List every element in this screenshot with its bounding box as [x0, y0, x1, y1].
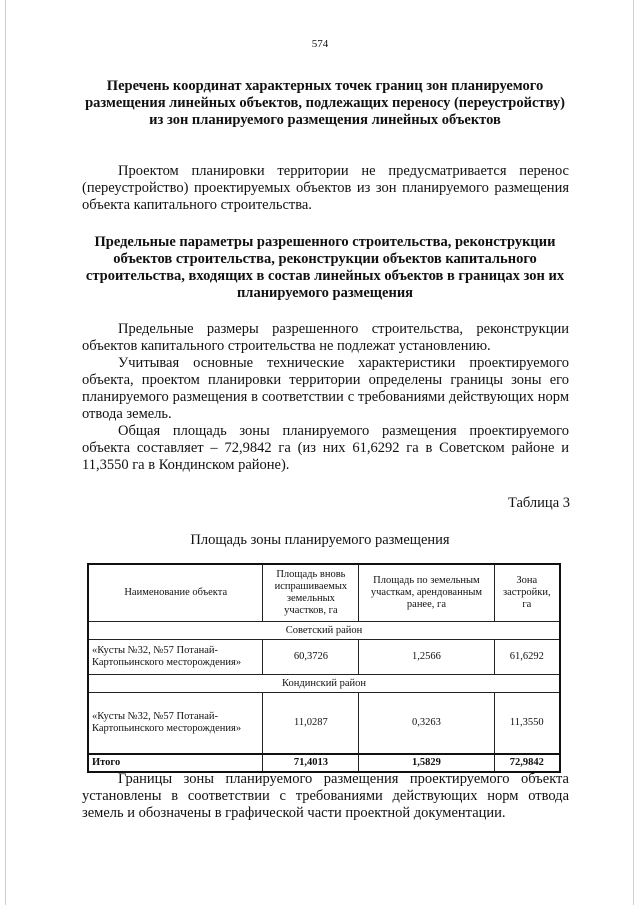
cell-leased-area: 0,3263 [359, 693, 494, 755]
table-row [88, 693, 560, 755]
page-number: 574 [311, 38, 329, 50]
cell-new-area: 60,3726 [263, 640, 359, 675]
cell-total-build-zone: 72,9842 [494, 754, 560, 772]
paragraph-total-area: Общая площадь зоны планируемого размещения проектируемого объекта составляет – 72,9842 га (из них 61,6292 га в Советском районе и 11,3550 га в Кондинском районе). [82, 423, 569, 473]
cell-total-label: Итого [88, 754, 263, 772]
table-caption: Таблица 3 [507, 495, 570, 511]
paragraph-boundaries: Границы зоны планируемого размещения проектируемого объекта установлены в соответствии с требованиями действующих норм отвода земель и обозначены в графической части проектной документации. [82, 771, 569, 821]
cell-object-name: «Кусты №32, №57 Потанай-Картопьинского месторождения» [88, 693, 263, 755]
cell-new-area: 11,0287 [263, 693, 359, 755]
cell-leased-area: 1,2566 [359, 640, 494, 675]
region-row-sovetsky [88, 622, 560, 640]
table-title: Площадь зоны планируемого размещения [190, 532, 450, 548]
header-object-name: Наименование объекта [88, 564, 263, 622]
scan-edge-left [5, 0, 6, 905]
cell-total-new-area: 71,4013 [263, 754, 359, 772]
paragraph-limits: Предельные размеры разрешенного строительства, реконструкции объектов капитального строительства не подлежат установлению. [82, 321, 569, 354]
total-row [88, 754, 560, 772]
cell-build-zone: 11,3550 [494, 693, 560, 755]
region-label: Советский район [88, 622, 560, 640]
header-new-area: Площадь вновь испрашиваемых земельных участков, га [263, 564, 359, 622]
cell-object-name: «Кусты №32, №57 Потанай-Картопьинского месторождения» [88, 640, 263, 675]
table-row [88, 640, 560, 675]
table-header-row [88, 564, 560, 622]
header-leased-area: Площадь по земельным участкам, арендованным ранее, га [359, 564, 494, 622]
heading-limit-parameters: Предельные параметры разрешенного строительства, реконструкции объектов строительства, реконструкции объектов капитального строительства, входящих в состав линейных объектов в границах зон их планируемого размещения [85, 234, 565, 301]
paragraph-characteristics: Учитывая основные технические характеристики проектируемого объекта, проектом планировки территории определены границы зоны его планируемого размещения в соответствии с требованиями действующих норм отвода земель. [82, 355, 569, 422]
region-row-kondinsky [88, 675, 560, 693]
scan-edge-right [633, 0, 634, 905]
region-label: Кондинский район [88, 675, 560, 693]
cell-total-leased-area: 1,5829 [359, 754, 494, 772]
cell-build-zone: 61,6292 [494, 640, 560, 675]
paragraph-no-relocation: Проектом планировки территории не предусматривается перенос (переустройство) проектируемых объектов из зон планируемого размещения объекта капитального строительства. [82, 163, 569, 213]
header-build-zone: Зона застройки, га [494, 564, 560, 622]
heading-coordinates: Перечень координат характерных точек границ зон планируемого размещения линейных объектов, подлежащих переносу (переустройству) из зон планируемого размещения линейных объектов [85, 78, 565, 128]
area-table [87, 563, 561, 773]
